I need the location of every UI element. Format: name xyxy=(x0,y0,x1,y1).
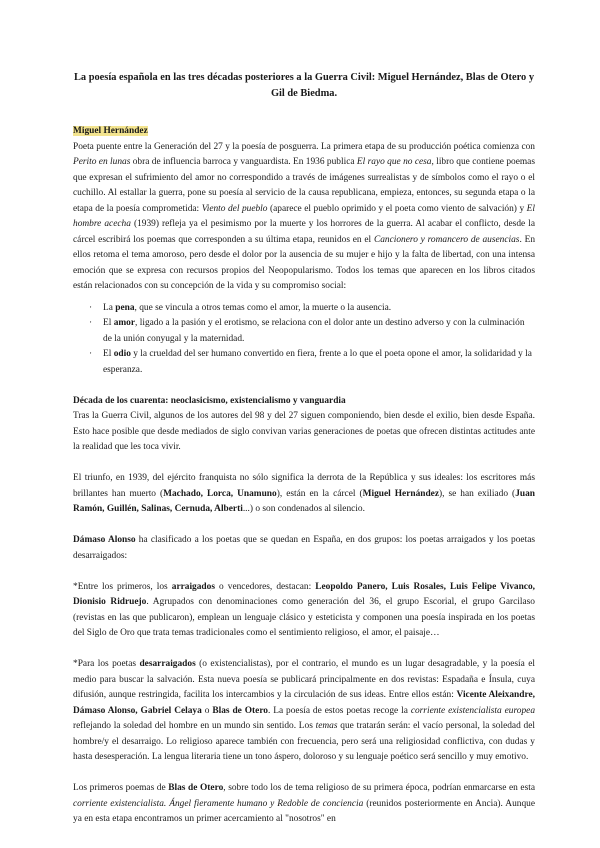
list-item: · El amor, ligado a la pasión y el erotismo, se relaciona con el dolor ante un destino adverso y con la culminación de la unión conyugal y la maternidad. xyxy=(103,316,535,347)
book-title: El rayo que no cesa xyxy=(356,157,432,167)
document-page xyxy=(73,70,535,828)
book-title: Viento del pueblo xyxy=(201,203,268,214)
list-item: · La pena, que se vincula a otros temas como el amor, la muerte o la ausencia. xyxy=(103,301,535,317)
paragraph-arraigados: *Entre los primeros, los arraigados o vencedores, destacan: Leopoldo Panero, Luis Rosales, Luis Felipe Vivanco, Dionisio Ridruejo. Agrupados con denominaciones como generación del 36, el grupo Escorial, el grupo Garcilaso (revistas en las que publicaron), emplean un lenguaje clásico y esteticista y componen una poesía inspirada en los poetas del Siglo de Oro que trata temas tradicionales como el sentimiento religioso, el amor, el paisaje… xyxy=(73,581,535,638)
themes-list xyxy=(73,301,535,379)
section-heading-hernandez xyxy=(73,124,535,140)
section-heading-decada: Década de los cuarenta: neoclasicismo, existencialismo y vanguardia xyxy=(73,395,346,406)
document-title: La poesía española en las tres décadas posteriores a la Guerra Civil: Miguel Hernández, Blas de Otero y Gil de Biedma. xyxy=(73,72,535,99)
list-item: · El odio y la crueldad del ser humano convertido en fiera, frente a lo que el poeta opone el amor, la solidaridad y la esperanza. xyxy=(103,347,535,378)
book-title: El hombre acecha xyxy=(73,203,535,229)
book-title: Cancionero y romancero de ausencias xyxy=(373,234,520,245)
paragraph-blas-de-otero: Los primeros poemas de Blas de Otero, sobre todo los de tema religioso de su primera época, podrían enmarcarse en esta corriente existencialista. Ángel fieramente humano y Redoble de conciencia (reunidos posteriormente en Ancia). Aunque ya en esta etapa encontramos un primer acercamiento al "nosotros" en xyxy=(73,783,535,824)
paragraph-posguerra: Tras la Guerra Civil, algunos de los autores del 98 y del 27 siguen componiendo, bien desde el exilio, bien desde España. Esto hace posible que desde mediados de siglo convivan varias generaciones de poetas que ofrecen distintas actitudes ante la realidad que les toca vivir. xyxy=(73,411,535,452)
paragraph-hernandez-bio: Poeta puente entre la Generación del 27 y la poesía de posguerra. La primera etapa de su producción poética comienza con Perito en lunas obra de influencia barroca y vanguardista. En 1936 publica El rayo que no cesa, libro que contiene poemas que expresan el sufrimiento del amor no correspondido a través de imágenes surrealistas y de símbolos como el rayo o el cuchillo. Al estallar la guerra, pone su poesía al servicio de la causa republicana, empieza, entonces, su segunda etapa o la etapa de la poesía comprometida: Viento del pueblo (aparece el pueblo oprimido y el poeta como viento de salvación) y El hombre acecha (1939) refleja ya el pesimismo por la muerte y los horrores de la guerra. Al acabar el conflicto, desde la cárcel escribirá los poemas que corresponden a su última etapa, reunidos en el Cancionero y romancero de ausencias. En ellos retoma el tema amoroso, pero desde el dolor por la ausencia de su mujer e hijo y la falta de libertad, con una intensa emoción que se expresa con recursos propios del Neopopularismo. Todos los temas que aparecen en los libros citados están relacionados con su concepción de la vida y su compromiso social: xyxy=(73,141,536,291)
paragraph-damaso: Dámaso Alonso ha clasificado a los poetas que se quedan en España, en dos grupos: los poetas arraigados y los poetas desarraigados: xyxy=(73,535,535,561)
highlighted-heading: Miguel Hernández xyxy=(73,126,148,136)
book-title: Perito en lunas xyxy=(73,157,131,167)
paragraph-triunfo: El triunfo, en 1939, del ejército franquista no sólo significa la derrota de la República y sus ideales: los escritores más brillantes han muerto (Machado, Lorca, Unamuno), están en la cárcel (Miguel Hernández), se han exiliado (Juan Ramón, Guillén, Salinas, Cernuda, Alberti...) o son condenados al silencio. xyxy=(73,473,535,514)
paragraph-desarraigados: *Para los poetas desarraigados (o existencialistas), por el contrario, el mundo es un lugar desagradable, y la poesía el medio para buscar la salvación. Esta nueva poesía se publicará principalmente en dos revistas: Espadaña e Ínsula, cuya difusión, aunque restringida, facilita los intercambios y la circulación de sus ideas. Entre ellos están: Vicente Aleixandre, Dámaso Alonso, Gabriel Celaya o Blas de Otero. La poesía de estos poetas recoge la corriente existencialista europea reflejando la soledad del hombre en un mundo sin sentido. Los temas que tratarán serán: el vacío personal, la soledad del hombre/y el desarraigo. Lo religioso aparece también con frecuencia, pero será una religiosidad conflictiva, con dudas y hasta desesperación. La lengua literaria tiene un tono áspero, doloroso y su lenguaje poético será sencillo y muy emotivo. xyxy=(73,659,536,762)
